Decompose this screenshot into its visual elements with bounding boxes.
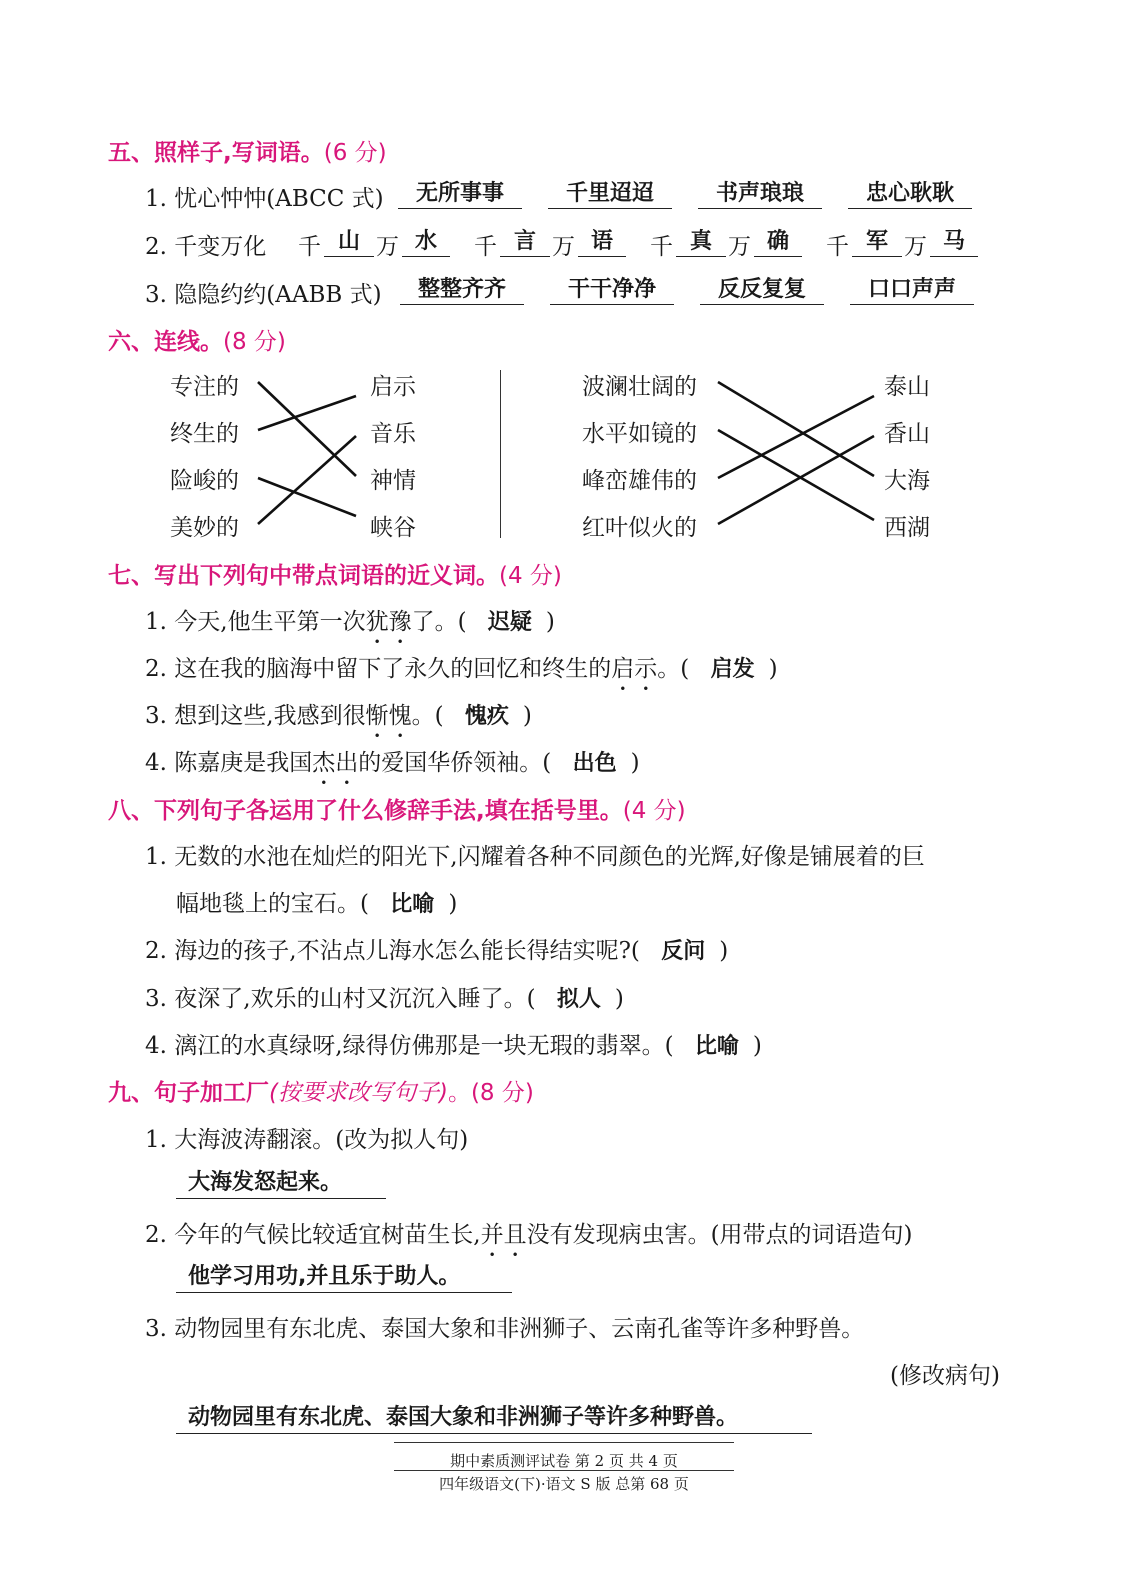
s9-q2-num: 2. [145,1222,167,1248]
s8-item-2-close: ) [719,938,729,964]
s8-item-4-text: 漓江的水真绿呀,绿得仿佛那是一块无瑕的翡翠。( [174,1033,674,1059]
s7-item-4-answer[interactable]: 出色 [572,751,617,776]
s7-item-4-num: 4. [145,750,167,776]
s8-item-3-answer[interactable]: 拟人 [556,987,601,1012]
match-left-a-1: 专注的 [170,374,239,400]
s7-item-1-close: ) [545,609,555,635]
s7-item-3-pre: 想到这些,我感到很 [174,703,366,729]
match-right-b-2: 香山 [884,421,930,447]
section-7-title [108,557,562,590]
s9-q3-num: 3. [145,1316,167,1342]
match-left-b-3: 峰峦雄伟的 [582,468,697,494]
s5-q1-answer-3[interactable]: 书声琅琅 [698,180,822,209]
s7-item-4 [145,744,640,790]
s5-q2-label: 2. 千变万化 [145,234,267,260]
match-right-a-1: 启示 [370,374,416,400]
s7-item-3-close: ) [522,703,532,729]
s9-q2-post: 没有发现病虫害。(用带点的词语造句) [526,1222,913,1248]
s8-item-3-num: 3. [145,986,167,1012]
match-left-b-2: 水平如镜的 [582,421,697,447]
section-8-title [108,792,686,825]
s5-q3-answer-4[interactable]: 口口声声 [850,276,974,305]
match-line-b-4[interactable] [718,436,874,524]
s5-q3-answer-2[interactable]: 干干净净 [550,276,674,305]
footer-line-1: 期中素质测评试卷 第 2 页 共 4 页 [450,1452,678,1470]
s5-q2-g3-prefix: 千 [650,234,673,260]
s8-item-1-answer[interactable]: 比喻 [390,892,435,917]
s7-item-3-num: 3. [145,703,167,729]
match-line-b-2[interactable] [718,430,874,520]
s8-item-4-answer[interactable]: 比喻 [694,1034,739,1059]
s5-q2-g3-blank-1[interactable]: 真 [676,228,726,257]
s9-q3-answer[interactable]: 动物园里有东北虎、泰国大象和非洲狮子等许多种野兽。 [176,1403,812,1434]
section-8-heading: 八、下列句子各运用了什么修辞手法,填在括号里。 [108,798,623,824]
section-9-note: (按要求改写句子) [269,1080,448,1106]
s7-item-2-pre: 这在我的脑海中留下了永久的回忆和终生的 [174,656,612,682]
match-left-b-1: 波澜壮阔的 [582,374,697,400]
footer-line-2: 四年级语文(下)·语文 S 版 总第 68 页 [439,1475,689,1493]
s9-q3-requirement: (修改病句) [890,1363,1000,1389]
section-8-points: (4 分) [622,798,686,824]
s9-q2-dotted-word: 并且 [480,1222,527,1248]
match-right-a-4: 峡谷 [370,515,416,541]
s9-q3-text: 动物园里有东北虎、泰国大象和非洲狮子、云南孔雀等许多种野兽。 [174,1316,865,1342]
section-6-heading: 六、连线。 [108,329,223,355]
match-left-b-4: 红叶似火的 [582,515,697,541]
section-6-points: (8 分) [223,329,286,355]
s7-item-3-answer[interactable]: 愧疚 [464,704,509,729]
s7-item-3-post: 。( [411,703,444,729]
s5-q2-g3-mid: 万 [728,234,751,260]
section-9-points: 。(8 分) [447,1080,534,1106]
s7-item-2-dotted-word: 启示 [611,656,658,682]
s5-q2-g1-blank-1[interactable]: 山 [324,228,374,257]
match-line-a-2[interactable] [258,396,356,430]
section-5-points: (6 分) [323,140,387,166]
s5-q2-g1-blank-2[interactable]: 水 [402,228,450,257]
s8-item-4 [145,1027,762,1060]
s8-item-1-close: ) [448,891,458,917]
s8-item-3 [145,980,624,1013]
s7-item-2 [145,650,778,696]
s9-q2 [145,1216,913,1262]
s8-item-1-num: 1. [145,844,167,870]
section-7-heading: 七、写出下列句中带点词语的近义词。 [108,563,499,589]
s8-item-2-num: 2. [145,938,167,964]
s5-q2-g2-mid: 万 [552,234,575,260]
s5-q3-label: 3. 隐隐约约(AABB 式) [145,282,382,308]
s5-q2-g4-prefix: 千 [826,234,849,260]
s9-q3 [145,1310,864,1343]
match-line-b-3[interactable] [718,396,874,478]
s7-item-2-post: 。( [657,656,690,682]
s5-q1-label: 1. 忧心忡忡(ABCC 式) [145,186,384,212]
s7-item-1 [145,603,555,649]
s7-item-4-dotted-word: 杰出 [312,750,359,776]
s8-item-3-text: 夜深了,欢乐的山村又沉沉入睡了。( [174,986,536,1012]
s8-item-1-text-cont: 幅地毯上的宝石。( [176,891,369,917]
s5-q2-g4-blank-2[interactable]: 马 [930,228,978,257]
match-right-b-3: 大海 [884,468,930,494]
section-9-heading: 九、句子加工厂 [108,1080,269,1106]
s5-q2-g2-prefix: 千 [474,234,497,260]
s9-q1 [145,1121,468,1154]
s5-q3-answer-3[interactable]: 反反复复 [700,276,824,305]
s9-q2-pre: 今年的气候比较适宜树苗生长, [174,1222,481,1248]
s7-item-1-num: 1. [145,609,167,635]
s8-item-2 [145,932,728,965]
s8-item-3-close: ) [614,986,624,1012]
s5-q1-answer-1[interactable]: 无所事事 [398,180,522,209]
match-right-a-3: 神情 [370,468,416,494]
s8-item-1-text: 无数的水池在灿烂的阳光下,闪耀着各种不同颜色的光辉,好像是铺展着的巨 [174,844,925,870]
s9-q1-num: 1. [145,1127,167,1153]
s7-item-4-post: 的爱国华侨领袖。( [358,750,552,776]
s8-item-2-text: 海边的孩子,不沾点儿海水怎么能长得结实呢?( [174,938,640,964]
s5-q2-g3-blank-2[interactable]: 确 [754,228,802,257]
match-left-a-3: 险峻的 [170,468,239,494]
footer-rule [394,1442,734,1443]
matching-lines [0,0,1128,600]
match-left-a-4: 美妙的 [170,515,239,541]
s5-q2-g1-prefix: 千 [298,234,321,260]
s5-q2-g1-mid: 万 [376,234,399,260]
s7-item-1-dotted-word: 犹豫 [365,609,412,635]
s7-item-2-close: ) [768,656,778,682]
s7-item-4-pre: 陈嘉庚是我国 [174,750,313,776]
s7-item-3 [145,697,532,743]
footer-rule-2 [394,1470,734,1471]
section-5-heading: 五、照样子,写词语。 [108,140,324,166]
s5-q2-g4-blank-1[interactable]: 军 [852,228,902,257]
s7-item-1-pre: 今天,他生平第一次 [174,609,366,635]
match-line-a-1[interactable] [258,382,356,476]
s7-item-2-answer[interactable]: 启发 [710,657,755,682]
s5-q2-g2-blank-1[interactable]: 言 [500,228,550,257]
match-right-b-4: 西湖 [884,515,930,541]
s5-q3-answer-1[interactable]: 整整齐齐 [400,276,524,305]
s7-item-2-num: 2. [145,656,167,682]
s7-item-3-dotted-word: 惭愧 [365,703,412,729]
s9-q1-text: 大海波涛翻滚。(改为拟人句) [174,1127,469,1153]
s5-q2-g2-blank-2[interactable]: 语 [578,228,626,257]
section-9-title [108,1074,534,1107]
match-left-a-2: 终生的 [170,421,239,447]
s9-q1-answer[interactable]: 大海发怒起来。 [176,1168,386,1199]
s9-q2-answer[interactable]: 他学习用功,并且乐于助人。 [176,1262,512,1293]
match-right-a-2: 音乐 [370,421,416,447]
s5-q1-answer-4[interactable]: 忠心耿耿 [848,180,972,209]
section-7-points: (4 分) [499,563,562,589]
match-right-b-1: 泰山 [884,374,930,400]
s7-item-4-close: ) [630,750,640,776]
s8-item-4-num: 4. [145,1033,167,1059]
s7-item-1-answer[interactable]: 迟疑 [487,610,532,635]
s8-item-2-answer[interactable]: 反问 [661,939,706,964]
s8-item-1-line-1 [145,838,925,871]
match-line-b-1[interactable] [718,382,874,476]
s5-q2-g4-mid: 万 [904,234,927,260]
s8-item-1-line-2 [176,885,457,918]
s7-item-1-post: 了。( [411,609,467,635]
s8-item-4-close: ) [752,1033,762,1059]
s5-q1-answer-2[interactable]: 千里迢迢 [548,180,672,209]
